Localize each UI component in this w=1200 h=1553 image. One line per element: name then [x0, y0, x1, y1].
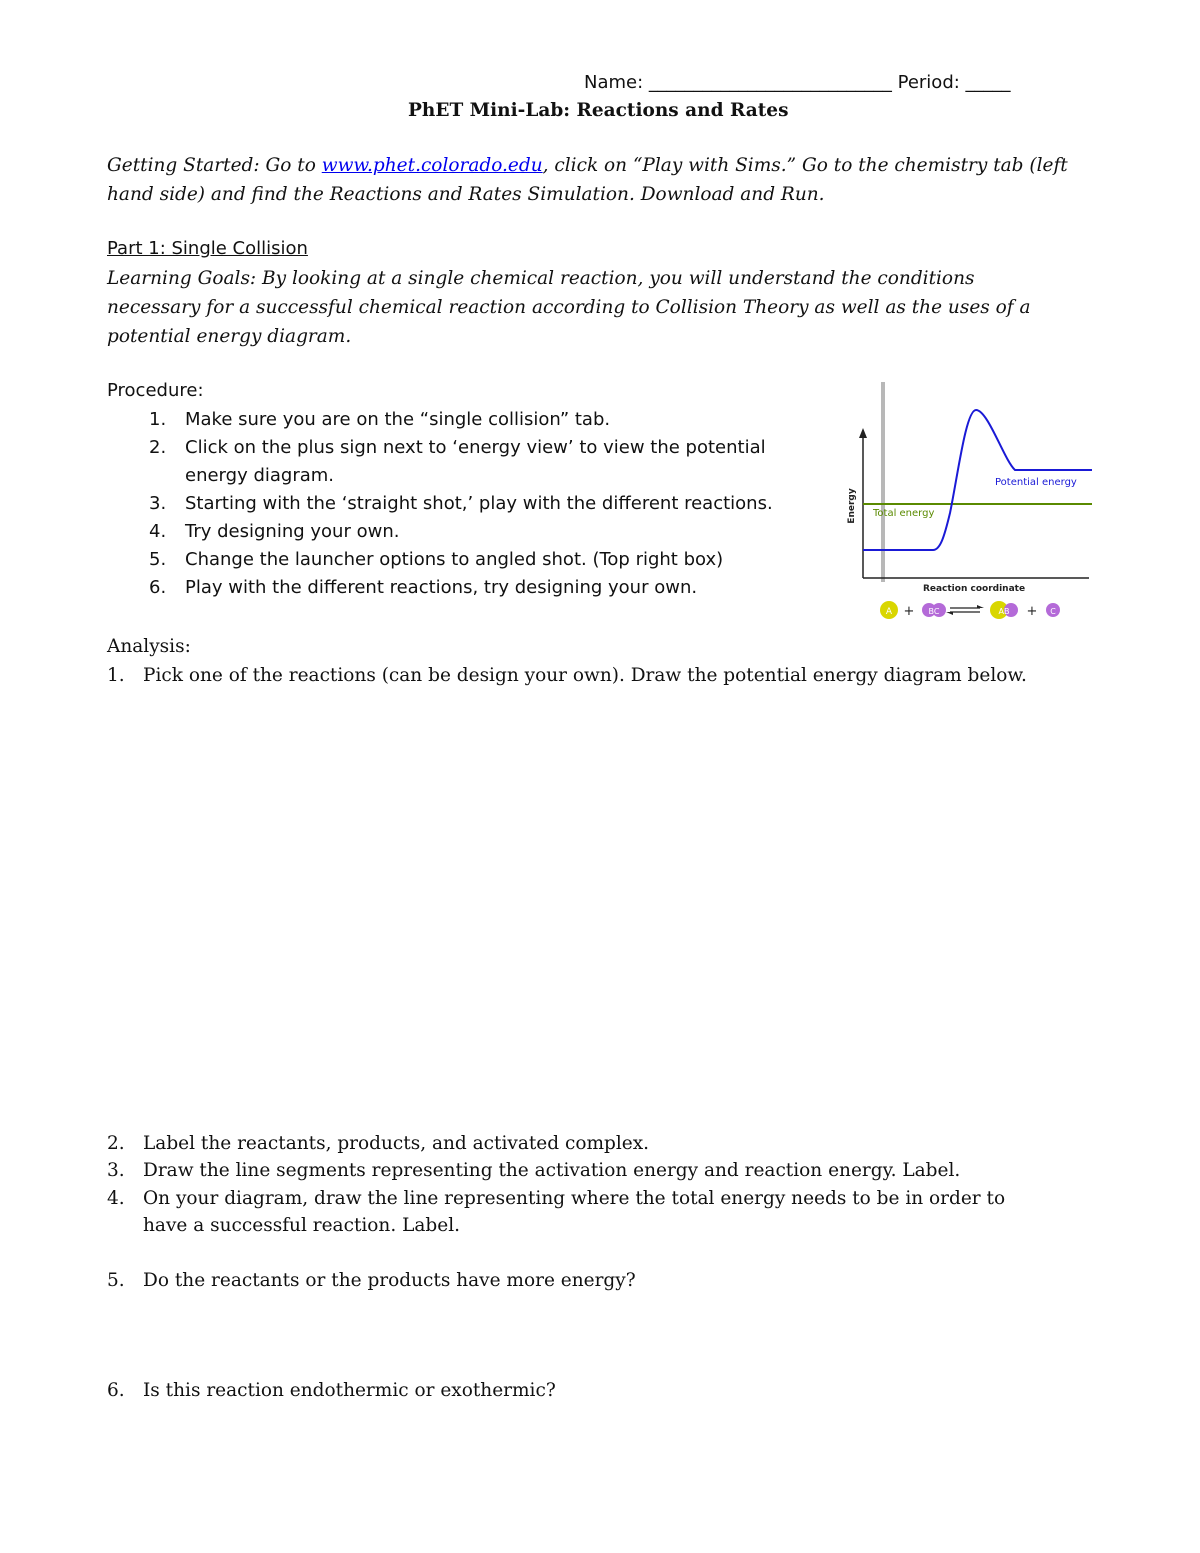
- molecule-a-label: A: [885, 607, 893, 617]
- molecule-ab-label: AB: [998, 607, 1010, 616]
- getting-started-line-1: [107, 155, 1068, 176]
- molecule-c-label: C: [1050, 607, 1056, 616]
- analysis-question-2: 2. Label the reactants, products, and activated complex.: [107, 1133, 650, 1154]
- x-axis-label: Reaction coordinate: [922, 584, 1026, 594]
- getting-started-line-2: hand side) and find the Reactions and Rates Simulation. Download and Run.: [107, 184, 825, 205]
- analysis-question-5: 5. Do the reactants or the products have more energy?: [107, 1270, 636, 1291]
- learning-goals-line-1: Learning Goals: By looking at a single chemical reaction, you will understand the conditions: [107, 268, 975, 289]
- part1-heading: Part 1: Single Collision: [107, 238, 308, 259]
- reaction-equation: [880, 601, 1060, 619]
- procedure-step: 1. Make sure you are on the “single collision” tab.: [149, 409, 611, 430]
- total-energy-label: Total energy: [873, 508, 935, 519]
- procedure-step: 3. Starting with the ‘straight shot,’ play with the different reactions.: [149, 493, 773, 514]
- analysis-question-3: 3. Draw the line segments representing the activation energy and reaction energy. Label.: [107, 1160, 961, 1181]
- y-axis-arrow: [859, 428, 867, 438]
- analysis-question-4: 4. On your diagram, draw the line representing where the total energy needs to be in order to: [107, 1188, 1006, 1209]
- analysis-question-4-continued: have a successful reaction. Label.: [143, 1215, 461, 1236]
- name-period-line: Name: ___________________________ Period: _____: [584, 72, 1011, 93]
- arrow-head-right: [977, 605, 984, 608]
- procedure-list: [149, 406, 773, 602]
- page-title: PhET Mini-Lab: Reactions and Rates: [408, 100, 789, 121]
- getting-started-rest: , click on “Play with Sims.” Go to the chemistry tab (left: [542, 155, 1068, 176]
- y-axis-label: Energy: [847, 488, 857, 524]
- arrow-head-left: [946, 612, 953, 615]
- potential-energy-label: Potential energy: [995, 477, 1077, 488]
- procedure-step: 2. Click on the plus sign next to ‘energy view’ to view the potential: [149, 437, 766, 458]
- learning-goals-line-2: necessary for a successful chemical reaction according to Collision Theory as well as the uses of a: [107, 297, 1031, 318]
- procedure-step-continued: energy diagram.: [185, 465, 335, 486]
- plus-sign: +: [903, 604, 915, 619]
- procedure-step: 5. Change the launcher options to angled shot. (Top right box): [149, 549, 724, 570]
- plus-sign-2: +: [1026, 604, 1038, 619]
- analysis-heading: Analysis:: [107, 636, 191, 657]
- procedure-step: 6. Play with the different reactions, try designing your own.: [149, 577, 698, 598]
- analysis-question-6: 6. Is this reaction endothermic or exothermic?: [107, 1380, 556, 1401]
- phet-link[interactable]: www.phet.colorado.edu: [321, 155, 543, 176]
- procedure-heading: Procedure:: [107, 380, 204, 401]
- analysis-question-1: 1. Pick one of the reactions (can be design your own). Draw the potential energy diagram below.: [107, 665, 1027, 686]
- potential-energy-diagram: [840, 378, 1100, 628]
- reaction-marker: [881, 382, 885, 582]
- getting-started-prefix: Getting Started: Go to: [107, 155, 322, 176]
- learning-goals-line-3: potential energy diagram.: [107, 326, 352, 347]
- procedure-step: 4. Try designing your own.: [149, 521, 400, 542]
- molecule-bc-label: BC: [928, 607, 940, 616]
